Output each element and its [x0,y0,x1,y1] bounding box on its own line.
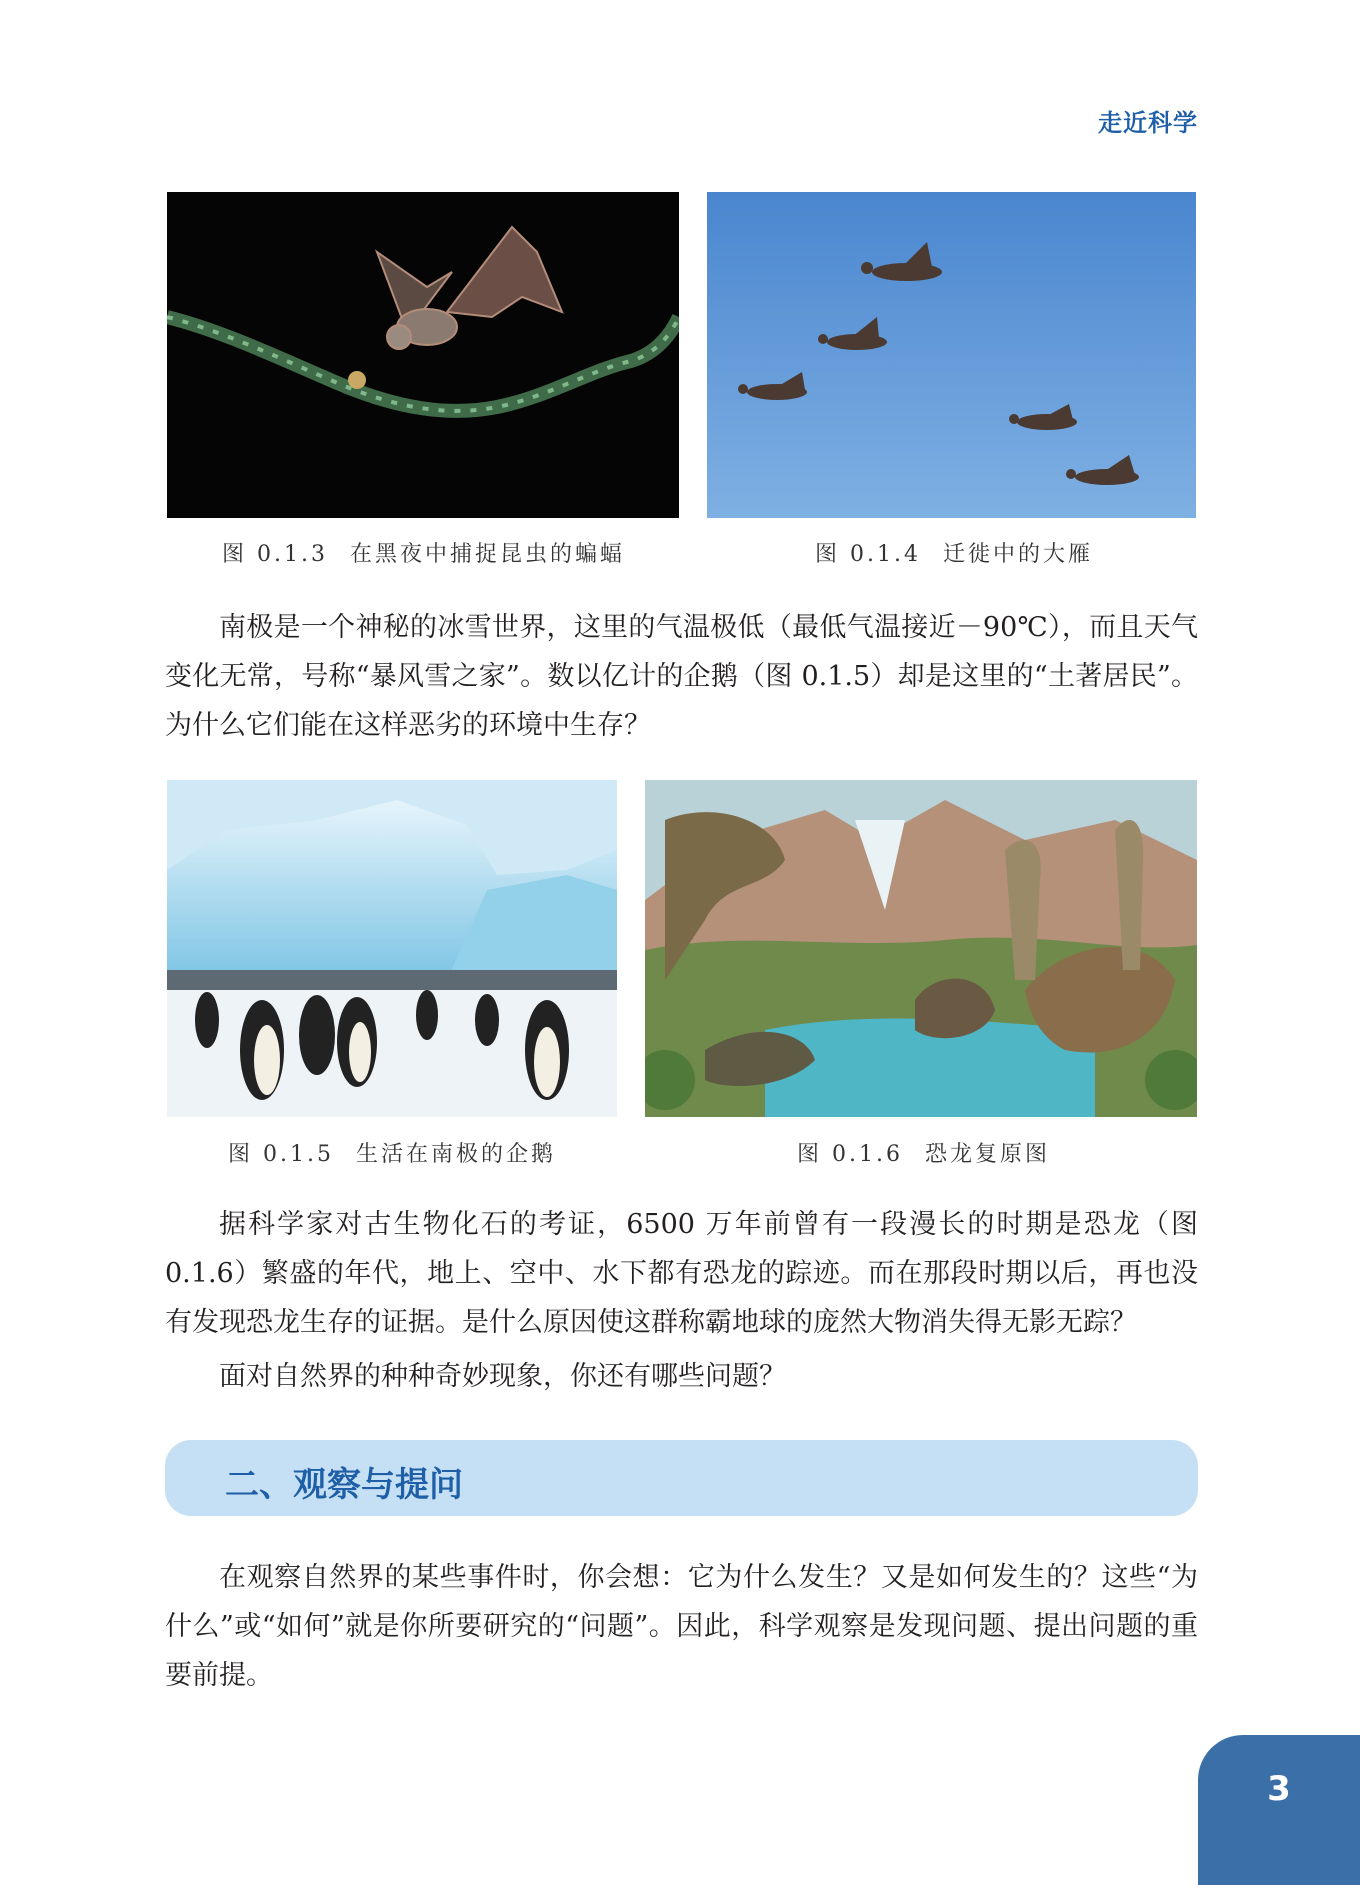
paragraph-observation: 在观察自然界的某些事件时，你会想：它为什么发生？又是如何发生的？这些“为什么”或“如何”就是你所要研究的“问题”。因此，科学观察是发现问题、提出问题的重要前提。 [165,1562,1198,1691]
figure-number: 图 0.1.6 [797,1142,903,1167]
page-number: 3 [1267,1769,1291,1809]
section-title: 二、观察与提问 [225,1465,463,1505]
penguins-photo [167,780,617,1117]
figure-caption-text: 生活在南极的企鹅 [355,1142,556,1167]
running-header: 走近科学 [1098,109,1198,137]
figure-caption-0-1-3 [222,537,625,568]
page-number-tab [1198,1735,1360,1885]
figure-caption-text: 迁徙中的大雁 [942,542,1093,567]
figure-caption-text: 在黑夜中捕捉昆虫的蝙蝠 [349,542,625,567]
paragraph-dinosaurs: 据科学家对古生物化石的考证，6500 万年前曾有一段漫长的时期是恐龙（图 0.1.6）繁盛的年代，地上、空中、水下都有恐龙的踪迹。而在那段时期以后，再也没有发现恐龙生存的证据。是什么原因使这群称霸地球的庞然大物消失得无影无踪？ [165,1209,1198,1338]
paragraph-antarctica: 南极是一个神秘的冰雪世界，这里的气温极低（最低气温接近－90℃），而且天气变化无常，号称“暴风雪之家”。数以亿计的企鹅（图 0.1.5）却是这里的“土著居民”。为什么它们能在这样恶劣的环境中生存？ [165,612,1198,741]
figure-caption-0-1-6 [797,1137,1050,1168]
dinosaurs-photo [645,780,1197,1117]
section-header [165,1440,1198,1516]
figure-number: 图 0.1.4 [815,542,921,567]
bat-photo [167,192,679,518]
figure-number: 图 0.1.3 [222,542,328,567]
figure-number: 图 0.1.5 [228,1142,334,1167]
figure-caption-0-1-4 [815,537,1093,568]
paragraph-questions: 面对自然界的种种奇妙现象，你还有哪些问题？ [219,1361,786,1392]
geese-photo [707,192,1196,518]
figure-caption-0-1-5 [228,1137,556,1168]
figure-caption-text: 恐龙复原图 [924,1142,1050,1167]
